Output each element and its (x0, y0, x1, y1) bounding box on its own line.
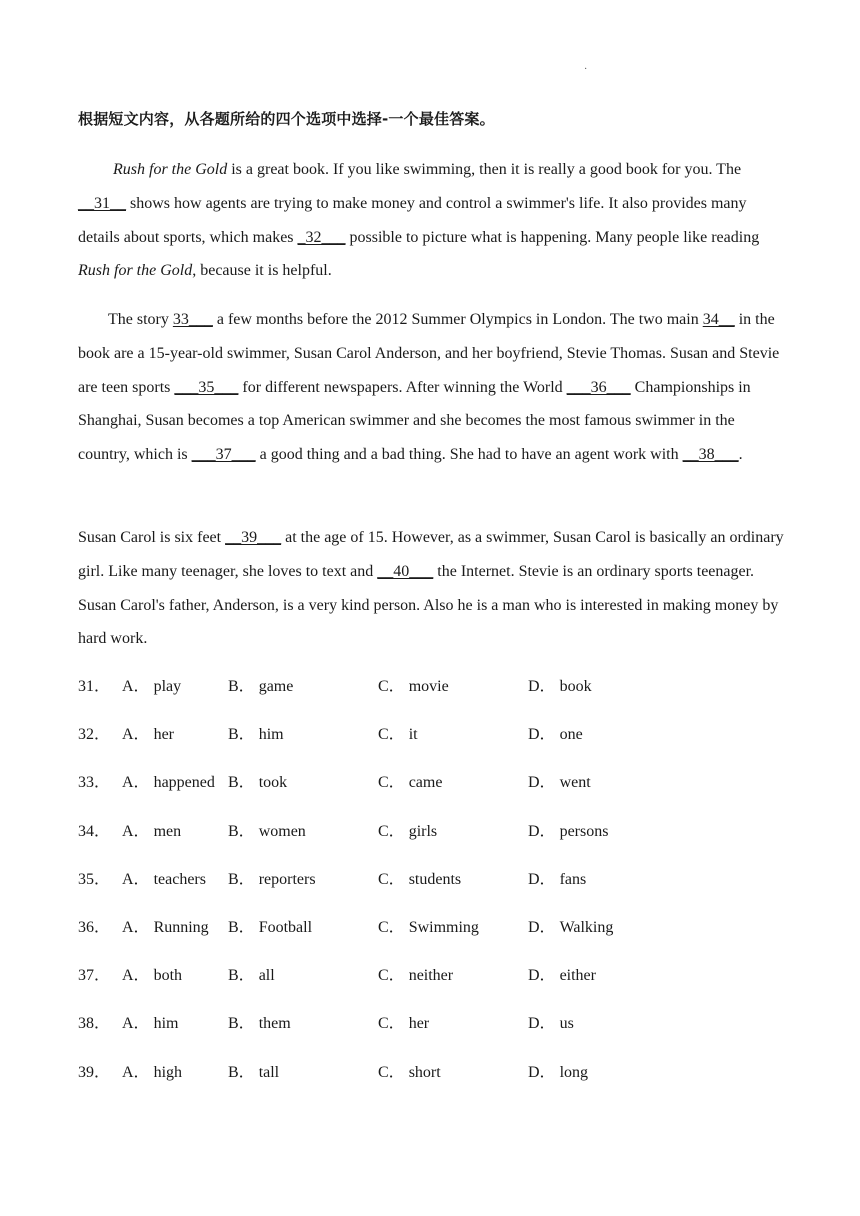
option-d[interactable]: D． one (528, 726, 583, 744)
text: a few months before the 2012 Summer Olympics in London. The two main (212, 311, 703, 328)
question-number: 35． (78, 870, 111, 888)
option-d[interactable]: D． book (528, 678, 592, 695)
question-row (78, 718, 778, 766)
option-c[interactable]: C． movie (378, 678, 449, 695)
option-d[interactable]: D． us (528, 1015, 574, 1033)
question-row (78, 959, 778, 1007)
text: a good thing and a bad thing. She had to have an agent work with (255, 446, 683, 464)
option-b[interactable]: B． him (228, 726, 284, 744)
blank-36: ___36___ (566, 378, 631, 396)
question-number: 34． (78, 822, 111, 840)
question-list (78, 670, 778, 1104)
question-number: 32． (78, 726, 111, 744)
text: for different newspapers. After winning the World (238, 378, 567, 396)
blank-35: ___35___ (174, 378, 239, 396)
option-a[interactable]: A． high (122, 1063, 183, 1081)
option-b[interactable]: B． tall (228, 1063, 280, 1081)
option-b[interactable]: B． them (228, 1015, 291, 1033)
blank-32: _32___ (297, 228, 346, 246)
book-title: Rush for the Gold (78, 262, 193, 280)
option-d[interactable]: D． either (528, 967, 596, 985)
blank-38: __38___ (682, 446, 739, 464)
question-number: 33． (78, 774, 111, 792)
question-number: 36． (78, 918, 111, 936)
option-d[interactable]: D． fans (528, 870, 587, 888)
question-number: 31． (78, 678, 111, 695)
option-b[interactable]: B． game (228, 678, 294, 695)
text: in the book are a 15-year-old swimmer, Susan Carol Anderson, and her boyfriend, Stevie Thomas. Susan and Stevie are teen sports (78, 311, 780, 396)
question-number: 38． (78, 1015, 111, 1033)
option-b[interactable]: B． all (228, 967, 275, 985)
question-row (78, 766, 778, 814)
question-row (78, 911, 778, 959)
blank-37: ___37___ (191, 446, 256, 464)
text: . (738, 446, 743, 464)
option-a[interactable]: A． him (122, 1015, 179, 1033)
option-c[interactable]: C． short (378, 1063, 441, 1081)
instruction-heading: 根据短文内容，从各题所给的四个选项中选择-一个最佳答案。 (78, 110, 495, 128)
option-a[interactable]: A． men (122, 822, 182, 840)
paragraph-2 (78, 303, 788, 472)
book-title: Rush for the Gold (113, 161, 228, 178)
option-a[interactable]: A． both (122, 967, 183, 985)
option-c[interactable]: C． Swimming (378, 918, 479, 936)
blank-31: __31__ (78, 194, 126, 212)
text: the Internet. Stevie is an ordinary sports teenager. Susan Carol's father, Anderson, is a very kind person. Also he is a man who is interested in making money by hard work. (78, 562, 779, 648)
question-number: 37． (78, 967, 111, 985)
question-row (78, 815, 778, 863)
option-b[interactable]: B． reporters (228, 870, 316, 888)
text: The story (108, 311, 173, 328)
question-row (78, 670, 778, 718)
option-a[interactable]: A． Running (122, 918, 209, 936)
option-b[interactable]: B． Football (228, 918, 313, 936)
blank-39: __39___ (225, 529, 282, 546)
option-d[interactable]: D． persons (528, 822, 609, 840)
option-c[interactable]: C． it (378, 726, 418, 744)
option-d[interactable]: D． Walking (528, 918, 614, 936)
text: Championships in Shanghai, Susan becomes a top American swimmer and she becomes the most famous swimmer in the country, which is (78, 378, 751, 464)
blank-34: 34__ (702, 311, 735, 328)
question-row (78, 1007, 778, 1055)
option-b[interactable]: B． women (228, 822, 306, 840)
option-d[interactable]: D． went (528, 774, 591, 792)
question-row (78, 863, 778, 911)
option-c[interactable]: C． came (378, 774, 443, 792)
option-c[interactable]: C． students (378, 870, 462, 888)
option-c[interactable]: C． neither (378, 967, 454, 985)
text: Susan Carol is six feet (78, 529, 226, 546)
option-a[interactable]: A． her (122, 726, 174, 744)
option-d[interactable]: D． long (528, 1063, 589, 1081)
text: at the age of 15. However, as a swimmer, Susan Carol is basically an ordinary girl. Like many teenager, she loves to text and (78, 529, 784, 580)
option-a[interactable]: A． play (122, 678, 182, 695)
text: , because it is helpful. (192, 262, 332, 280)
blank-33: 33___ (172, 311, 213, 328)
question-row (78, 1056, 778, 1104)
page-dot: · (584, 64, 588, 75)
paragraph-3 (78, 521, 788, 656)
text: is a great book. If you like swimming, then it is really a good book for you. The (227, 161, 742, 178)
paragraph-1 (78, 153, 788, 288)
question-number: 39． (78, 1063, 111, 1081)
blank-40: __40___ (377, 562, 434, 580)
option-c[interactable]: C． girls (378, 822, 438, 840)
option-a[interactable]: A． happened (122, 774, 215, 792)
option-a[interactable]: A． teachers (122, 870, 206, 888)
option-c[interactable]: C． her (378, 1015, 430, 1033)
option-b[interactable]: B． took (228, 774, 288, 792)
text: possible to picture what is happening. Many people like reading (345, 228, 760, 246)
text: shows how agents are trying to make money and control a swimmer's life. It also provides many details about sports, which makes (78, 194, 747, 246)
